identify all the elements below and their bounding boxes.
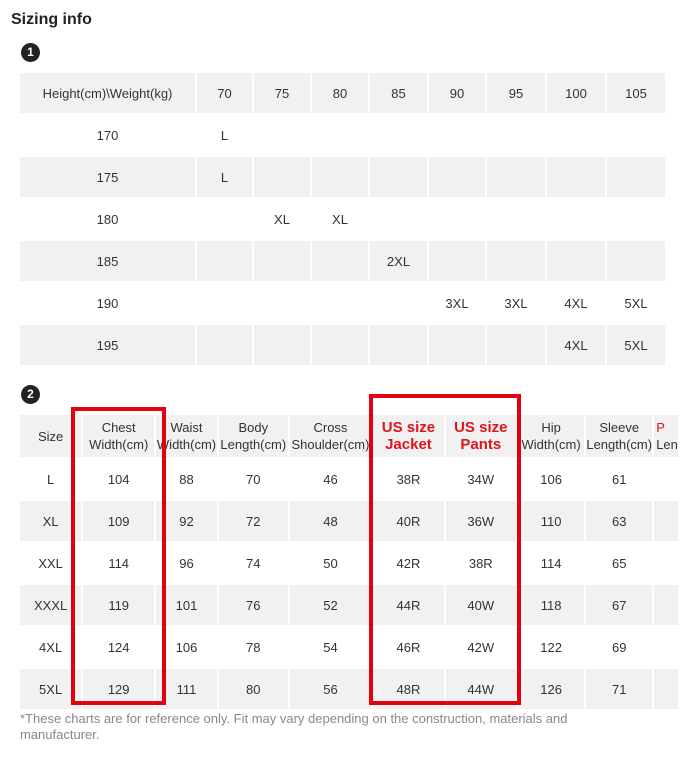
size-cell — [254, 325, 310, 365]
measurement-cell: 61 — [611, 471, 627, 487]
measurement-cell: 106 — [175, 639, 198, 655]
table-row — [20, 669, 678, 709]
height-weight-size-table — [18, 71, 667, 367]
header-line: Width(cm) — [89, 437, 149, 452]
measurement-cell: 96 — [179, 555, 194, 571]
table-row — [20, 627, 678, 667]
measurement-cell: 122 — [540, 639, 562, 655]
size-label-cell: XXXL — [20, 585, 81, 625]
measurement-cell: 78 — [246, 639, 261, 655]
measurement-cell: 44R — [373, 585, 443, 625]
size-cell — [429, 199, 485, 239]
measurement-cell: 42W — [467, 639, 495, 655]
size-cell — [607, 157, 665, 197]
measurement-cell: 110 — [518, 501, 584, 541]
size-cell: 5XL — [607, 325, 665, 365]
size-cell — [370, 157, 427, 197]
table-row — [20, 585, 678, 625]
table-row — [20, 283, 665, 323]
header-cell — [518, 415, 584, 457]
disclaimer-note: *These charts are for reference only. Fit may vary depending on the construction, materials and manufacturer. — [20, 711, 568, 742]
header-cell — [83, 415, 154, 457]
header-cell: 95 — [487, 73, 545, 113]
measurement-cell: 126 — [518, 669, 584, 709]
header-line: Shoulder(cm) — [291, 437, 370, 452]
header-line: P — [656, 420, 665, 435]
size-cell — [547, 115, 605, 155]
header-line: Sleeve — [599, 420, 640, 435]
measurement-cell — [654, 543, 678, 583]
size-cell — [429, 325, 485, 365]
measurement-cell: 88 — [179, 471, 194, 487]
table-row — [20, 241, 665, 281]
measurement-cell: 119 — [83, 585, 154, 625]
size-cell — [197, 241, 252, 281]
size-cell — [607, 199, 665, 239]
measurement-cell: 40W — [446, 585, 516, 625]
measurement-cell: 129 — [83, 669, 154, 709]
header-line: Len — [656, 437, 678, 452]
header-cell: 70 — [197, 73, 252, 113]
size-cell — [607, 115, 665, 155]
size-cell — [487, 241, 545, 281]
header-cell: 90 — [429, 73, 485, 113]
header-cell — [219, 415, 288, 457]
measurement-cell: 50 — [323, 555, 338, 571]
size-cell — [312, 115, 368, 155]
measurement-cell: 109 — [83, 501, 154, 541]
measurement-cell — [654, 627, 678, 667]
header-cell: 75 — [254, 73, 310, 113]
size-cell — [487, 199, 545, 239]
size-cell — [370, 115, 427, 155]
header-cell — [373, 415, 443, 457]
measurement-cell: 92 — [156, 501, 217, 541]
size-cell: L — [220, 127, 229, 143]
measurement-cell: 111 — [156, 669, 217, 709]
header-cell — [290, 415, 372, 457]
measurement-cell: 40R — [373, 501, 443, 541]
header-cell — [654, 415, 678, 457]
size-label-cell: 4XL — [39, 639, 63, 655]
section-2-badge: 2 — [21, 385, 40, 404]
size-label-cell: L — [47, 471, 55, 487]
height-cell: 195 — [20, 325, 195, 365]
size-cell — [487, 115, 545, 155]
header-cell: 80 — [312, 73, 368, 113]
measurement-cell — [654, 459, 678, 499]
size-label-cell: 5XL — [20, 669, 81, 709]
header-line: Pants — [460, 436, 502, 453]
size-cell — [370, 199, 427, 239]
measurement-cell: 70 — [246, 471, 261, 487]
measurement-cell: 48 — [290, 501, 372, 541]
size-cell — [429, 115, 485, 155]
size-cell — [547, 241, 605, 281]
size-cell — [429, 157, 485, 197]
size-cell: XL — [332, 211, 348, 227]
page-title: Sizing info — [11, 11, 92, 28]
measurement-cell: 36W — [446, 501, 516, 541]
measurement-cell: 74 — [246, 555, 261, 571]
measurement-cell: 48R — [373, 669, 443, 709]
table-row — [20, 501, 678, 541]
measurement-cell: 38R — [396, 471, 421, 487]
measurement-cell: 56 — [290, 669, 372, 709]
size-measurement-table — [18, 413, 680, 711]
size-cell — [547, 157, 605, 197]
measurement-cell: 101 — [156, 585, 217, 625]
measurement-cell: 63 — [586, 501, 652, 541]
measurement-cell: 54 — [323, 639, 338, 655]
header-cell: Height(cm)\Weight(kg) — [20, 73, 195, 113]
header-cell — [586, 415, 652, 457]
table-row — [20, 157, 665, 197]
measurement-cell: 69 — [611, 639, 627, 655]
header-line: Jacket — [385, 436, 432, 453]
measurement-cell: 42R — [396, 555, 421, 571]
measurement-cell: 104 — [107, 471, 130, 487]
size-cell — [370, 325, 427, 365]
size-cell: L — [197, 157, 252, 197]
height-cell: 170 — [96, 127, 119, 143]
measurement-cell: 118 — [518, 585, 584, 625]
measurement-cell: 67 — [586, 585, 652, 625]
header-cell: 105 — [607, 73, 665, 113]
size-cell: 4XL — [564, 295, 588, 311]
size-cell — [312, 241, 368, 281]
header-line: US size — [381, 419, 436, 436]
measurement-cell — [654, 501, 678, 541]
header-cell: 100 — [547, 73, 605, 113]
measurement-cell: 114 — [108, 555, 130, 571]
measurement-cell: 46R — [396, 639, 421, 655]
header-line: Length(cm) — [220, 437, 287, 452]
size-cell: XL — [274, 211, 290, 227]
header-cell — [156, 415, 217, 457]
size-cell — [487, 325, 545, 365]
table-header-row — [20, 415, 678, 457]
measurement-cell: 44W — [446, 669, 516, 709]
measurement-cell: 34W — [467, 471, 495, 487]
measurement-cell: 71 — [586, 669, 652, 709]
header-line: Hip — [541, 420, 561, 435]
measurement-cell: 114 — [540, 555, 562, 571]
table-row — [20, 459, 678, 499]
measurement-cell — [654, 669, 678, 709]
size-cell — [547, 199, 605, 239]
measurement-cell: 46 — [323, 471, 338, 487]
height-cell: 180 — [96, 211, 119, 227]
table-header-row — [20, 73, 665, 113]
size-cell — [487, 157, 545, 197]
measurement-cell: 76 — [219, 585, 288, 625]
size-cell — [254, 241, 310, 281]
table-row — [20, 199, 665, 239]
table-row — [20, 543, 678, 583]
header-cell — [446, 415, 516, 457]
measurement-cell: 38R — [468, 555, 493, 571]
size-cell — [312, 325, 368, 365]
header-line: Size — [37, 428, 64, 444]
measurement-cell: 52 — [290, 585, 372, 625]
measurement-cell — [654, 585, 678, 625]
size-label-cell: XXL — [38, 555, 63, 571]
measurement-cell: 80 — [219, 669, 288, 709]
size-cell — [197, 199, 252, 239]
size-cell — [254, 115, 310, 155]
header-cell — [20, 415, 81, 457]
header-line: Body — [238, 420, 269, 435]
height-cell: 190 — [96, 295, 119, 311]
size-label-cell: XL — [20, 501, 81, 541]
size-cell: 4XL — [547, 325, 605, 365]
header-line: Chest — [101, 420, 136, 435]
height-cell: 175 — [20, 157, 195, 197]
measurement-cell: 124 — [107, 639, 130, 655]
size-cell — [254, 157, 310, 197]
measurement-cell: 72 — [219, 501, 288, 541]
header-line: US size — [454, 419, 508, 436]
size-cell — [429, 241, 485, 281]
size-cell — [607, 241, 665, 281]
size-cell — [254, 283, 310, 323]
measurement-cell: 65 — [611, 555, 627, 571]
header-line: Waist — [170, 420, 203, 435]
header-line: Length(cm) — [586, 437, 653, 452]
section-1-badge: 1 — [21, 43, 40, 62]
size-cell: 3XL — [445, 295, 469, 311]
size-cell — [197, 283, 252, 323]
size-cell — [370, 283, 427, 323]
size-cell — [312, 157, 368, 197]
table-row — [20, 325, 665, 365]
header-line: Width(cm) — [521, 437, 581, 452]
size-cell — [197, 325, 252, 365]
header-line: Cross — [313, 420, 348, 435]
header-line: Width(cm) — [156, 437, 217, 452]
size-cell: 3XL — [504, 295, 528, 311]
size-cell: 5XL — [624, 295, 648, 311]
table-row — [20, 115, 665, 155]
header-cell: 85 — [370, 73, 427, 113]
size-cell — [312, 283, 368, 323]
height-cell: 185 — [20, 241, 195, 281]
size-cell: 2XL — [370, 241, 427, 281]
measurement-cell: 106 — [540, 471, 562, 487]
